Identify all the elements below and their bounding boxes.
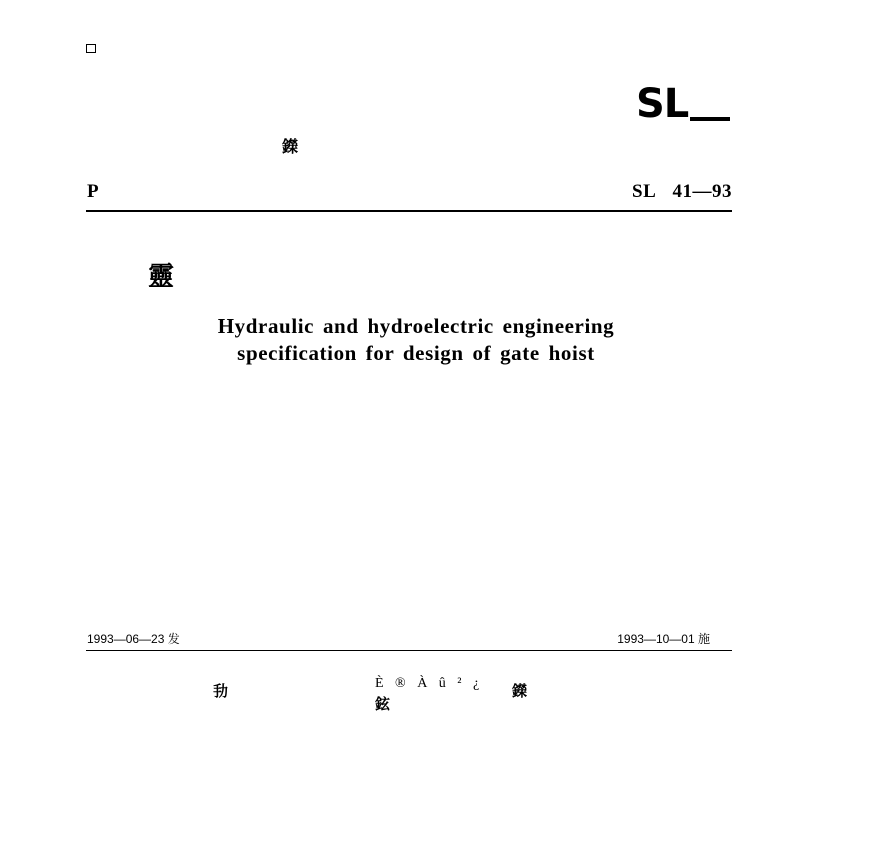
effective-date: 1993—10—01 (617, 632, 695, 646)
publisher-glyph-3: 鉉 (375, 695, 391, 713)
category-code: P (87, 181, 99, 202)
logo-underline (690, 117, 730, 121)
issued-mark: 发 (167, 632, 180, 646)
standard-code: SL 41—93 (632, 181, 732, 202)
corner-box-icon (86, 44, 96, 53)
issued-date-block (87, 630, 180, 647)
title-glyph: 靈 (148, 262, 175, 292)
publisher-glyph-2: 鑅 (512, 682, 528, 700)
publisher-glyph: 劧 (213, 682, 229, 700)
publisher-text: È ® À û ² ¿ (375, 676, 482, 691)
title-line-2: specification for design of gate hoist (237, 341, 595, 365)
document-title (86, 313, 746, 367)
title-line-1: Hydraulic and hydroelectric engineering (217, 314, 615, 338)
sl-logo: SL (636, 81, 689, 127)
header-rule (86, 210, 732, 212)
effective-mark: 施 (697, 632, 710, 646)
issued-date: 1993—06—23 (87, 632, 165, 646)
footer-rule (86, 650, 732, 651)
effective-date-block (617, 630, 710, 647)
header-glyph: 鑅 (282, 137, 299, 156)
